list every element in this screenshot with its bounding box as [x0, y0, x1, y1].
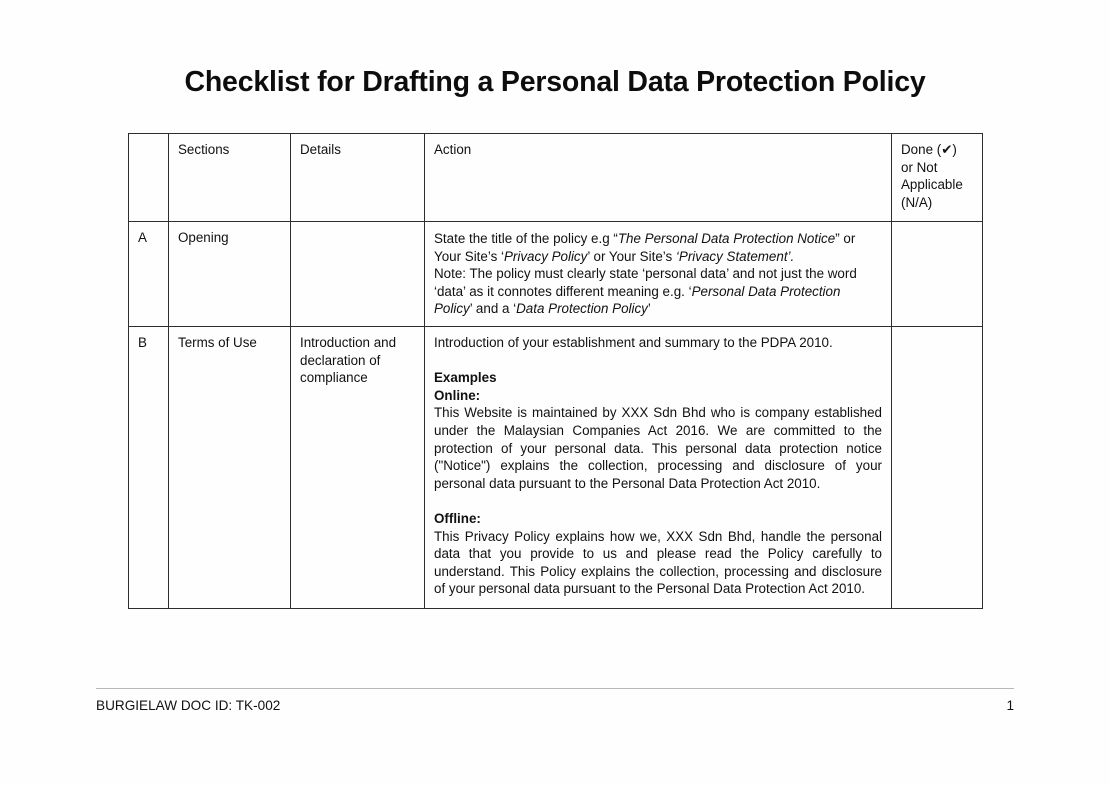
action-a-p2-italic-2: Data Protection Policy	[516, 301, 648, 317]
action-a-p1-italic-2: Privacy Policy	[503, 248, 588, 264]
header-done-line-1: Done (✔)	[901, 142, 957, 157]
row-action-a	[425, 222, 892, 327]
row-done-a[interactable]	[892, 222, 983, 327]
action-a-p2-text-2: ’ and a ‘	[469, 301, 517, 317]
header-action: Action	[425, 134, 892, 222]
footer-page-number: 1	[1006, 698, 1014, 713]
header-details: Details	[291, 134, 425, 222]
row-section-opening: Opening	[169, 222, 291, 327]
row-details-b: Introduction and declaration of compliance	[291, 326, 425, 608]
action-a-p1-text-3: ’ or Your Site’s	[587, 248, 676, 264]
footer-divider	[96, 688, 1014, 689]
action-a-p2-text-1: Note: The policy must clearly state ‘personal data’ and not just the word ‘data’ as it connotes different meaning e.g. ‘	[434, 266, 857, 299]
header-done-line-3: Applicable	[901, 177, 963, 193]
row-letter-b: B	[129, 326, 169, 608]
row-action-b	[425, 326, 892, 608]
page-title: Checklist for Drafting a Personal Data Protection Policy	[184, 66, 926, 98]
footer-doc-id: BURGIELAW DOC ID: TK-002	[96, 698, 281, 713]
action-b-examples-label: Examples	[434, 370, 497, 386]
header-done-line-2: or Not	[901, 159, 938, 175]
row-details-a	[291, 222, 425, 327]
row-letter-a: A	[129, 222, 169, 327]
row-done-b[interactable]	[892, 326, 983, 608]
action-b-online-label: Online:	[434, 387, 481, 403]
action-b-online-body: This Website is maintained by XXX Sdn Bhd who is company established under the Malaysian Companies Act 2016. We are committed to the protection of your personal data. This personal data protection notice ("Notice") explains the collection, processing and disclosure of your personal data pursuant to the Personal Data Protection Act 2010.	[434, 405, 882, 491]
action-a-p1-text-2: ” or Your Site’s ‘	[434, 231, 856, 264]
action-a-p1-italic-3: ‘Privacy Statement’.	[675, 248, 795, 264]
row-section-terms-of-use: Terms of Use	[169, 326, 291, 608]
action-a-p2-text-3: ’	[647, 301, 651, 317]
header-done-line-4: (N/A)	[901, 194, 933, 210]
table-row	[129, 326, 983, 608]
action-b-offline-body: This Privacy Policy explains how we, XXX Sdn Bhd, handle the personal data that you provide to us and please read the Policy carefully to understand. This Policy explains the collection, processing and disclosure of your personal data pursuant to the Personal Data Protection Act 2010.	[434, 528, 882, 597]
table-header-row	[129, 134, 983, 222]
action-a-paragraph-2	[434, 265, 882, 318]
header-letter	[129, 134, 169, 222]
footer	[96, 698, 1014, 713]
action-b-offline-label: Offline:	[434, 510, 481, 526]
header-done-or-na	[892, 134, 983, 222]
action-a-p2-italic-1: Personal Data Protection Policy	[434, 283, 841, 317]
table-header	[129, 134, 983, 222]
action-a-paragraph-1	[434, 230, 882, 265]
table-row	[129, 222, 983, 327]
action-b-spacer-1	[434, 352, 882, 370]
action-a-p1-text-1: State the title of the policy e.g “	[434, 231, 618, 246]
header-sections: Sections	[169, 134, 291, 222]
action-b-spacer-2	[434, 492, 882, 510]
action-a-p1-italic-1: The Personal Data Protection Notice	[617, 231, 836, 246]
checklist-table	[128, 133, 983, 609]
action-b-intro: Introduction of your establishment and summary to the PDPA 2010.	[434, 334, 833, 350]
